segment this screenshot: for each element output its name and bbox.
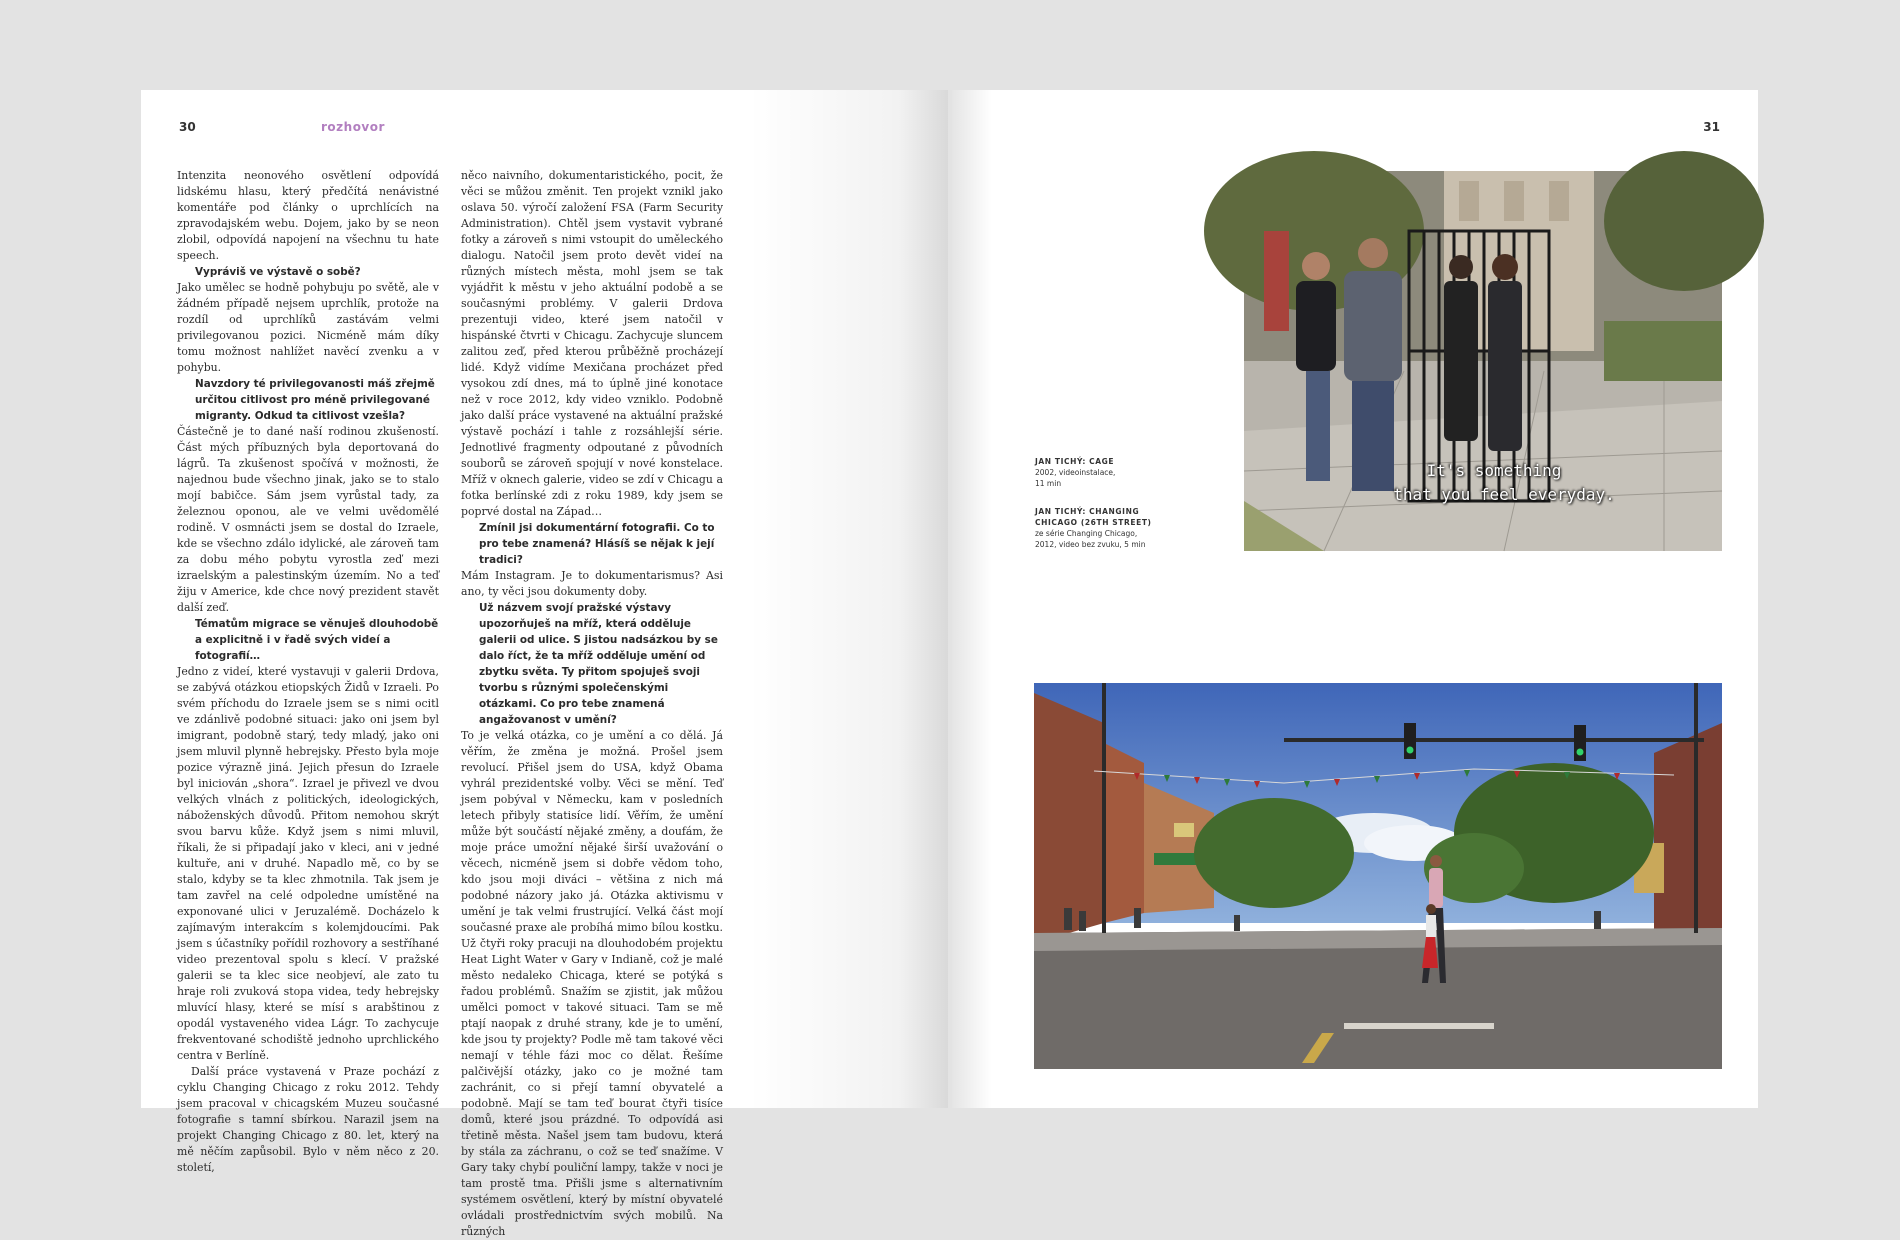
paragraph: Částečně je to dané naší rodinou zkušeností. Část mých příbuzných byla deportovaná do lágrů. Ta zkušenost spočívá v možnosti, že najednou bude všechno jinak, jako se to stalo mojí babičce. Sám jsem vyrůstal tady, za železnou oponou, ale ve velmi uvědomělé rodině. V osmnácti jsem se dostal do Izraele, kde se všechno zdálo idylické, ale zároveň tam za dobu mého pobytu vyrostla zeď mezi izraelským a palestinským územím. No a teď žiju v Americe, kde chce nový prezident stavět další zeď.	[177, 425, 439, 614]
paragraph: Jako umělec se hodně pohybuju po světě, ale v žádném případě nejsem uprchlík, protože na rozdíl od uprchlíků zastávám velmi privilegovanou pozici. Nicméně mám díky tomu možnost nahlížet navěcí zvenku a v pohybu.	[177, 281, 439, 374]
paragraph: Mám Instagram. Je to dokumentarismus? Asi ano, ty věci jsou dokumenty doby.	[461, 569, 723, 598]
video-subtitle: that you feel everyday.	[1393, 485, 1615, 504]
interview-question: Tématům migrace se věnuješ dlouhodobě a explicitně i v řadě svých videí a fotografií…	[195, 618, 439, 662]
caption-line: 2012, video bez zvuku, 5 min	[1035, 540, 1146, 549]
text-column-2	[461, 168, 723, 1238]
street-video-still	[1034, 683, 1722, 1069]
photo-caption	[1035, 506, 1185, 550]
paragraph: To je velká otázka, co je umění a co dělá. Já věřím, že změna je možná. Prošel jsem revolucí. Přišel jsem do USA, když Obama vyhrál prezidentské volby. Věci se mění. Teď jsem pobýval v Německu, kam v posledních letech přibyly statisíce lidí. Věřím, že umění může být součástí nějaké změny, a doufám, že moje práce umožní nějaké širší uvažování o věcech, nicméně jsem si dobře vědom toho, kdo jsou moji diváci – většina z nich má podobné názory jako já. Otázka aktivismu v umění je tak velmi frustrující. Velká část mojí současné praxe ale probíhá mimo bílou kostku. Už čtyři roky pracuji na dlouhodobém projektu Heat Light Water v Gary v Indianě, což je malé město nedaleko Chicaga, které se potýká s řadou problémů. Snažím se zjistit, jak můžou umělci pomoct v takové situaci. Tam se mě ptají naopak z druhé strany, kde je to umění, kde jsou ty projekty? Podle mě tam takové věci nemají v téhle fázi moc co dělat. Řešíme palčivější otázky, jako co je možné tam zachránit, co si přejí tamní obyvatelé a podobně. Mají se tam teď bourat čtyři tisíce domů, které jsou prázdné. To odpovídá asi třetině města. Našel jsem tam budovu, která by stála za záchranu, o což se teď snažíme. V Gary taky chybí pouliční lampy, takže v noci je tam prostě tma. Přišli jsme s alternativním systémem osvětlení, který by místní obyvatelé ovládali prostřednictvím svých mobilů. Na různých	[461, 729, 723, 1238]
right-page	[952, 90, 1758, 1108]
caption-title: JAN TICHÝ: CAGE	[1035, 457, 1115, 466]
interview-question: Už názvem svojí pražské výstavy upozorňuješ na mříž, která odděluje galerii od ulice. S jistou nadsázkou by se dalo říct, že ta mříž odděluje umění od zbytku světa. Ty přitom spojuješ svoji tvorbu s různými společenskými otázkami. Co pro tebe znamená angažovanost v umění?	[479, 602, 718, 726]
caption-line: 2002, videoinstalace,	[1035, 468, 1116, 477]
paragraph: něco naivního, dokumentaristického, pocit, že věci se můžou změnit. Ten projekt vznikl jako oslava 50. výročí založení FSA (Farm Security Administration). Chtěl jsem vystavit vybrané fotky a zároveň s nimi vstoupit do uměleckého dialogu. Natočil jsem proto devět videí na různých místech města, mohl jsem se tak vyjádřit k městu v jeho aktuální podobě a se současnými problémy. V galerii Drdova prezentuji video, které jsem natočil v hispánské čtvrti v Chicagu. Zachycuje sluncem zalitou zeď, před kterou průběžně procházejí lidé. Když vidíme Mexičana procházet před vysokou zdí dnes, má to úplně jiné konotace než v roce 2012, kdy video vzniklo. Podobně jako další práce vystavené na aktuální pražské výstavě pochází i tahle z rozsáhlejší série. Jednotlivé fragmenty odpoutané z původních souborů se zároveň spojují v nové konstelace. Mříž v oknech galerie, video se zdí v Chicagu a fotka berlínské zdi z roku 1989, kdy jsem se poprvé dostal na Západ…	[461, 169, 723, 518]
interview-question: Zmínil jsi dokumentární fotografii. Co to pro tebe znamená? Hlásíš se nějak k její tradici?	[479, 522, 715, 566]
photo-caption	[1035, 456, 1185, 489]
caption-line: ze série Changing Chicago,	[1035, 529, 1138, 538]
caption-title: JAN TICHÝ: CHANGING	[1035, 507, 1140, 516]
page-number-left: 30	[179, 120, 196, 134]
street-scene-image	[1034, 683, 1722, 1069]
text-column-1	[177, 168, 439, 1174]
video-subtitle: It's something	[1426, 461, 1562, 480]
left-page	[141, 90, 948, 1238]
gutter-shadow	[748, 90, 948, 1108]
gutter-shadow	[952, 90, 992, 1108]
interview-question: Navzdory té privilegovanosti máš zřejmě určitou citlivost pro méně privilegované migranty. Odkud ta citlivost vzešla?	[195, 378, 435, 422]
interview-question: Vypráviš ve výstavě o sobě?	[195, 266, 361, 278]
section-title: rozhovor	[321, 120, 385, 134]
paragraph: Intenzita neonového osvětlení odpovídá lidskému hlasu, který předčítá nenávistné komentáře pod články o uprchlících na zpravodajském webu. Dojem, jako by se neon zlobil, odpovídá napojení na všechnu tu hate speech.	[177, 169, 439, 262]
cage-video-still	[1244, 171, 1722, 551]
caption-line: 11 min	[1035, 479, 1062, 488]
paragraph: Jedno z videí, které vystavuji v galerii Drdova, se zabývá otázkou etiopských Židů v Izraeli. Po svém příchodu do Izraele jsem se s nimi ocitl ve zdánlivě podobné situaci: jako oni jsem byl imigrant, podobně starý, tedy mladý, jako oni jsem mluvil plynně hebrejsky. Přesto byla moje pozice výrazně jiná. Jejich přesun do Izraele byl iniciován „shora“. Izrael je přivezl ve dvou velkých vlnách z politických, ideologických, náboženských důvodů. Přitom nemohou skrýt svou barvu kůže. Když jsem s nimi mluvil, říkali, že si připadají jako v kleci, ani v jedné kultuře, ani v druhé. Napadlo mě, co by se stalo, kdyby se ta klec zhmotnila. Tak jsem je tam zavřel na celé odpoledne umístěné na exponované ulici v Jeruzalémě. Docházelo k zajímavým interakcím s kolemjdoucími. Pak jsem s účastníky pořídil rozhovory a sestříhané video prezentoval spolu s klecí. V pražské galerii se ta klec sice neobjeví, ale zato tu hraje roli zvuková stopa videa, tedy hebrejsky mluvící hlasy, které se mísí s arabštinou z opodál vystaveného videa Lágr. To zachycuje frekventované schodiště jednoho uprchlického centra v Berlíně.	[177, 665, 439, 1062]
caption-title: CHICAGO (26TH STREET)	[1035, 518, 1152, 527]
page-number-right: 31	[1703, 120, 1720, 134]
paragraph: Další práce vystavená v Praze pochází z cyklu Changing Chicago z roku 2012. Tehdy jsem pracoval v chicagském Muzeu současné fotografie s tamní sbírkou. Narazil jsem na projekt Changing Chicago z 80. let, který na mě něčím zapůsobil. Bylo v něm něco z 20. století,	[177, 1065, 439, 1174]
